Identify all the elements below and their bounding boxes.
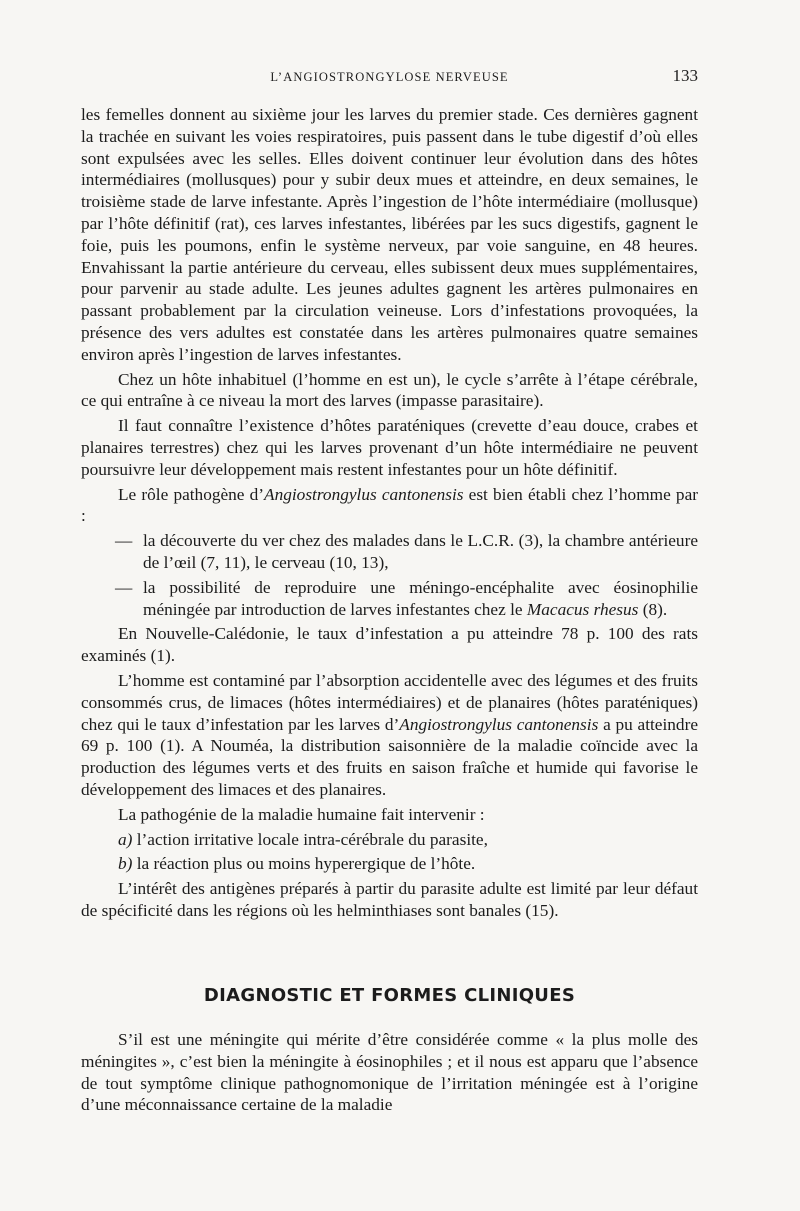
paragraph-text: est bien établi chez l’homme par :: [81, 484, 698, 526]
enum-text: l’action irritative locale intra-cérébrale du parasite,: [132, 829, 488, 849]
dash-marker: —: [115, 577, 133, 597]
enum-item-b: [81, 853, 698, 875]
paragraph-text: Le rôle pathogène d’: [118, 484, 265, 504]
running-header: [81, 0, 698, 96]
enum-text: la réaction plus ou moins hyperergique de l’hôte.: [132, 854, 476, 874]
page-number: 133: [672, 66, 698, 85]
section-body: [81, 1029, 698, 1116]
species-name: Angiostrongylus cantonensis: [399, 714, 599, 734]
species-name: Macacus rhesus: [526, 599, 639, 619]
list-item-text: (8).: [638, 599, 668, 619]
paragraph-text: L’homme est contaminé par l’absorption accidentelle avec des légumes et des fruits consommés crus, de limaces (hôtes intermédiaires) et de planaires (hôtes paraténiques) chez qui le taux d’infestation par les larves d’: [81, 670, 698, 734]
section-heading: DIAGNOSTIC ET FORMES CLINIQUES: [203, 985, 576, 1006]
running-title: L’ANGIOSTRONGYLOSE NERVEUSE: [270, 70, 509, 84]
paragraph-infestation-rate: En Nouvelle-Calédonie, le taux d’infestation a pu atteindre 78 p. 100 des rats examinés (1).: [81, 624, 698, 666]
paragraph-contamination: [81, 670, 698, 801]
dash-marker: —: [115, 531, 133, 551]
paragraph-pathogenesis: La pathogénie de la maladie humaine fait intervenir :: [118, 804, 485, 824]
paragraph-text: a pu atteindre 69 p. 100 (1). A Nouméa, la distribution saisonnière de la maladie coïncide avec la production des légumes verts et des fruits en saison fraîche et humide qui favorise le développement des limaces et des planaires.: [81, 714, 698, 799]
dash-list-item: [81, 530, 698, 574]
body-text: [81, 104, 698, 925]
enum-marker: b): [118, 854, 133, 874]
species-name: Angiostrongylus cantonensis: [264, 484, 464, 504]
document-page: [81, 0, 698, 1115]
paragraph-antigens: L’intérêt des antigènes préparés à partir du parasite adulte est limité par leur défaut de spécificité dans les régions où les helminthiases sont banales (15).: [81, 879, 698, 920]
paragraph-paratenic-hosts: Il faut connaître l’existence d’hôtes paraténiques (crevette d’eau douce, crabes et planaires terrestres) chez qui les larves provenant d’un hôte intermédiaire ne peuvent poursuivre leur développement mais restent infestantes pour un hôte définitif.: [81, 416, 698, 479]
list-item-text: la possibilité de reproduire une méningo-encéphalite avec éosinophilie méningée par introduction de larves infestantes chez le: [143, 577, 698, 619]
dash-list-item: [81, 577, 698, 621]
list-item-text: la découverte du ver chez des malades dans le L.C.R. (3), la chambre antérieure de l’œil (7, 11), le cerveau (10, 13),: [143, 531, 698, 572]
enum-marker: a): [118, 829, 133, 849]
paragraph-pathogenic-role: [81, 484, 698, 528]
paragraph-life-cycle: les femelles donnent au sixième jour les larves du premier stade. Ces dernières gagnent la trachée en suivant les voies respiratoires, puis passent dans le tube digestif d’où elles sont expulsées avec les selles. Elles doivent continuer leur évolution dans des hôtes intermédiaires (mollusques) pour y subir deux mues et atteindre, en deux semaines, le troisième stade de larve infestante. Après l’ingestion de l’hôte intermédiaire (mollusque) par l’hôte définitif (rat), ces larves infestantes, libérées par les sucs digestifs, gagnent le foie, puis les poumons, enfin le système nerveux, par voie sanguine, en 48 heures. Envahissant la partie antérieure du cerveau, elles subissent deux mues supplémentaires, pour parvenir au stade adulte. Les jeunes adultes gagnent les artères pulmonaires en passant probablement par la circulation veineuse. Lors d’infestations provoquées, la présence des vers adultes est constatée dans les artères pulmonaires quatre semaines environ après l’ingestion de larves infestantes.: [81, 105, 698, 364]
paragraph-unusual-host: Chez un hôte inhabituel (l’homme en est un), le cycle s’arrête à l’étape cérébrale, ce qui entraîne à ce niveau la mort des larves (impasse parasitaire).: [81, 369, 698, 411]
paragraph-diagnosis: S’il est une méningite qui mérite d’être considérée comme « la plus molle des méningites », c’est bien la méningite à éosinophiles ; et il nous est apparu que l’absence de tout symptôme clinique pathognomonique de l’irritation méningée est à l’origine d’une méconnaissance certaine de la maladie: [81, 1030, 698, 1115]
enum-item-a: [81, 829, 698, 851]
